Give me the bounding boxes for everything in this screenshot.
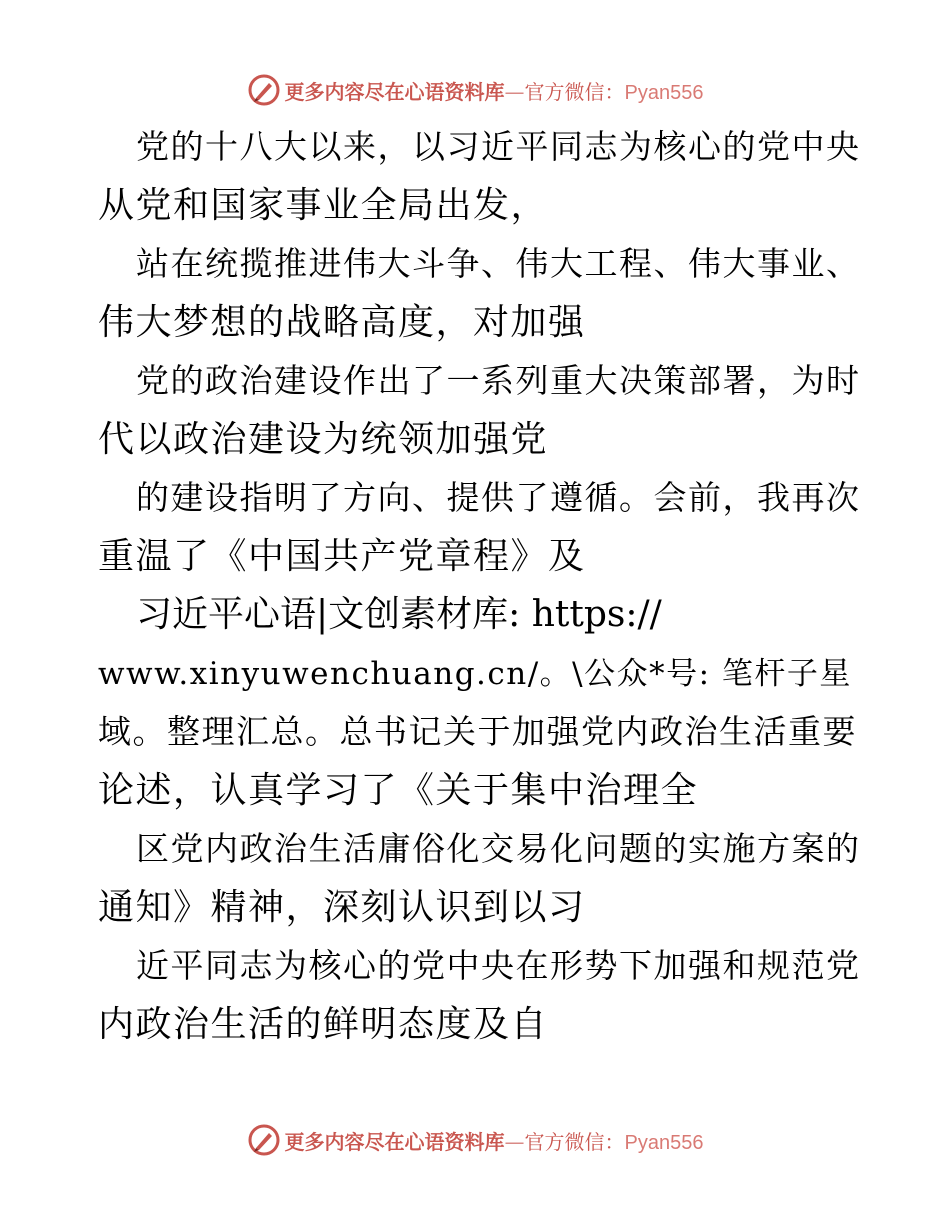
watermark-separator: — xyxy=(504,1129,525,1154)
body-line: 近平同志为核心的党中央在形势下加强和规范党 xyxy=(136,946,861,985)
watermark-sub: 官方微信： xyxy=(524,79,625,104)
watermark-separator: — xyxy=(504,79,525,104)
watermark-account: Pyan556 xyxy=(624,81,704,104)
body-line: 域。整理汇总。总书记关于加强党内政治生活重要 xyxy=(98,712,857,751)
body-line: 从党和国家事业全局出发， xyxy=(98,184,549,226)
body-line: 重温了《中国共产党章程》及 xyxy=(98,535,586,577)
watermark-main: 更多内容尽在心语资料库 xyxy=(284,79,505,104)
body-line: 站在统揽推进伟大斗争、伟大工程、伟大事业、 xyxy=(136,244,861,283)
watermark-text xyxy=(285,76,704,105)
body-line: 内政治生活的鲜明态度及自 xyxy=(98,1003,549,1045)
watermark-text xyxy=(285,1126,704,1155)
body-line: 伟大梦想的战略高度，对加强 xyxy=(98,301,586,343)
watermark-main: 更多内容尽在心语资料库 xyxy=(284,1129,505,1154)
body-line: 党的十八大以来，以习近平同志为核心的党中央 xyxy=(136,127,861,166)
body-line: 代以政治建设为统领加强党 xyxy=(98,418,549,460)
body-line: 论述，认真学习了《关于集中治理全 xyxy=(98,769,699,811)
body-line: 区党内政治生活庸俗化交易化问题的实施方案的 xyxy=(136,829,861,868)
body-line: www.xinyuwenchuang.cn/。\公众*号: 笔杆子星 xyxy=(98,655,852,692)
pen-logo-icon xyxy=(247,73,281,107)
document-body xyxy=(98,118,868,1054)
body-line: 习近平心语|文创素材库: https:// xyxy=(136,594,662,635)
watermark-sub: 官方微信： xyxy=(524,1129,625,1154)
body-line: 通知》精神，深刻认识到以习 xyxy=(98,886,586,928)
body-line: 的建设指明了方向、提供了遵循。会前，我再次 xyxy=(136,478,861,517)
footer-watermark xyxy=(0,1120,950,1160)
body-line: 党的政治建设作出了一系列重大决策部署，为时 xyxy=(136,361,861,400)
watermark-account: Pyan556 xyxy=(624,1131,704,1154)
pen-logo-icon xyxy=(247,1123,281,1157)
header-watermark xyxy=(0,70,950,110)
